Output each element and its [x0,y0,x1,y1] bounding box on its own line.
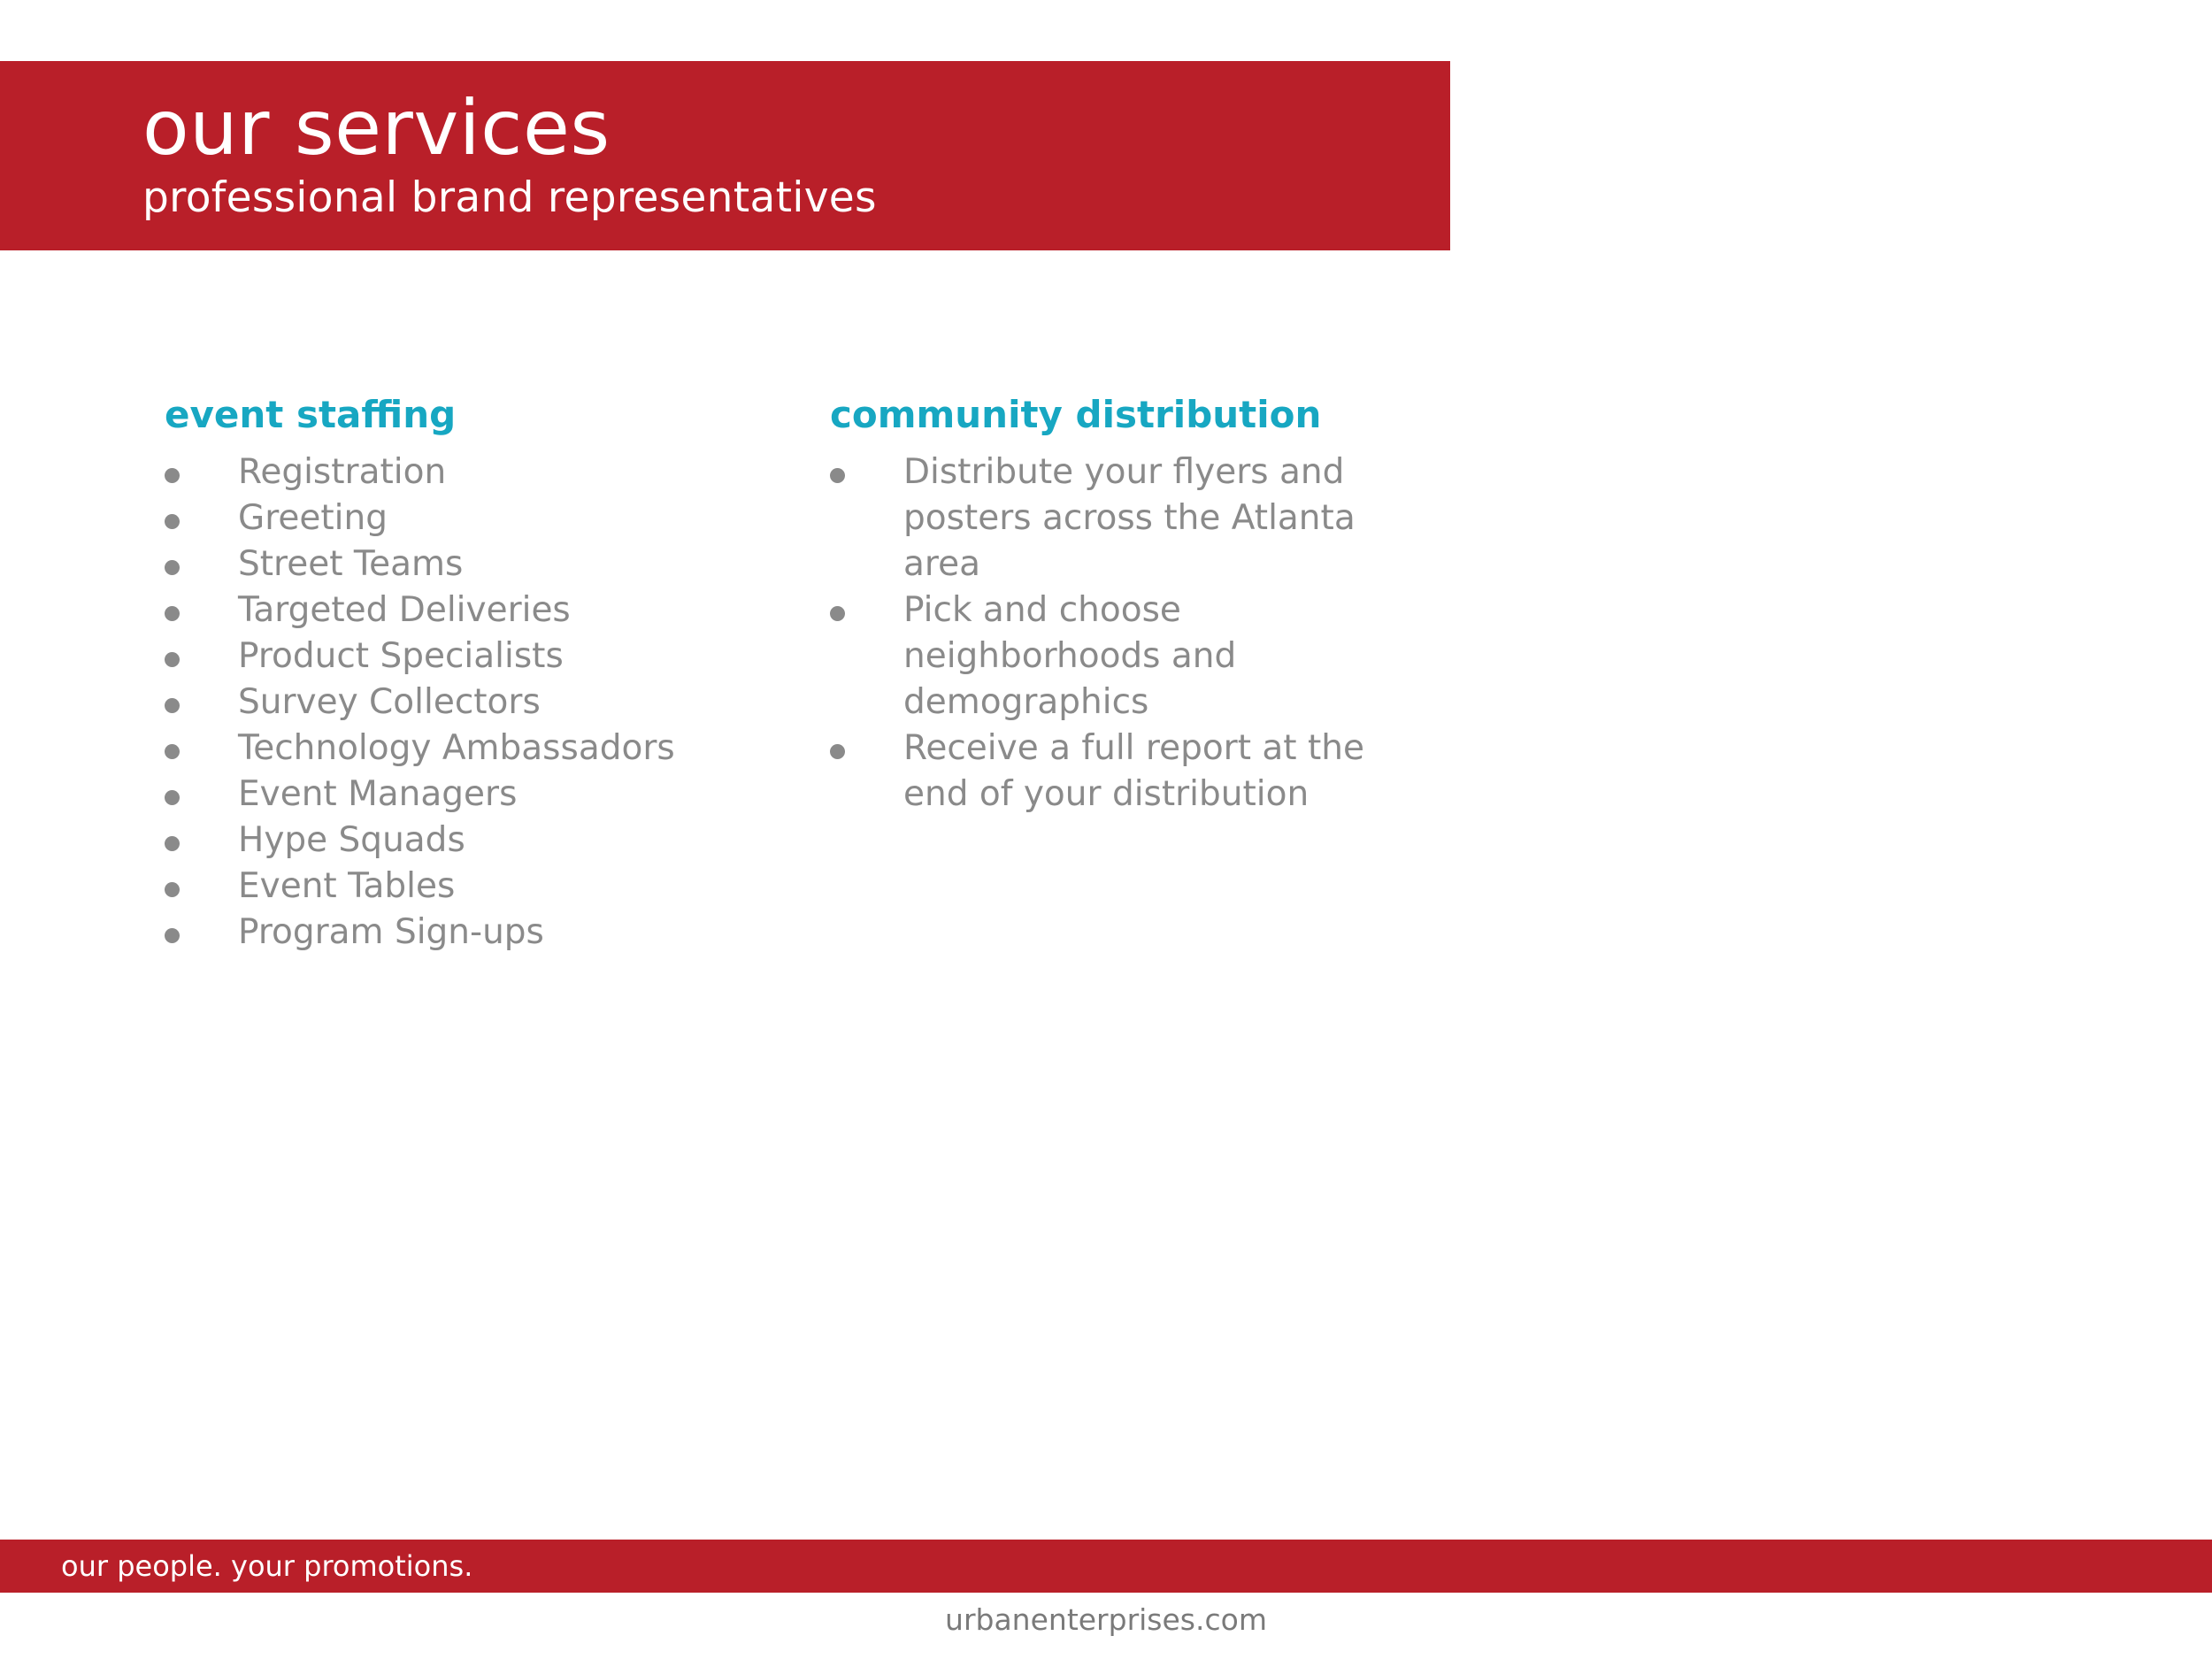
event-staffing-column [165,391,784,956]
list-item-text: Street Teams [238,544,464,584]
footer-website-url: urbanenterprises.com [945,1602,1267,1637]
list-item [165,772,784,818]
footer-tagline: our people. your promotions. [61,1549,473,1583]
bullet-icon [165,514,180,529]
list-item-text: Distribute your flyers and posters across the Atlanta area [903,452,1356,584]
bullet-icon [165,790,180,805]
list-item [830,726,1381,818]
bullet-icon [165,836,180,851]
community-distribution-column [830,391,1449,818]
section-heading: event staffing [165,393,457,436]
list-item-text: Targeted Deliveries [238,590,571,630]
event-staffing-list [165,449,784,956]
bullet-icon [165,652,180,667]
list-item-text: Technology Ambassadors [238,728,675,768]
community-distribution-list [830,449,1449,818]
list-item [165,818,784,864]
list-item-text: Registration [238,452,447,492]
section-heading: community distribution [830,393,1322,436]
list-item [165,588,784,634]
list-item [830,449,1381,588]
bullet-icon [165,744,180,759]
bullet-icon [830,606,845,621]
page-title: our services [142,84,611,173]
list-item [165,910,784,956]
bullet-icon [165,698,180,713]
list-item [830,588,1381,726]
list-item [165,449,784,495]
page-subtitle: professional brand representatives [142,173,877,222]
list-item [165,541,784,588]
bullet-icon [165,560,180,575]
bullet-icon [165,882,180,897]
list-item [165,495,784,541]
list-item [165,726,784,772]
bullet-icon [165,468,180,483]
list-item-text: Greeting [238,498,388,538]
list-item-text: Program Sign-ups [238,912,544,952]
bullet-icon [165,606,180,621]
list-item-text: Event Managers [238,774,518,814]
list-item [165,680,784,726]
list-item [165,634,784,680]
list-item [165,864,784,910]
bullet-icon [830,468,845,483]
list-item-text: Hype Squads [238,820,465,860]
list-item-text: Receive a full report at the end of your distribution [903,728,1364,814]
bullet-icon [165,928,180,943]
list-item-text: Event Tables [238,866,456,906]
list-item-text: Survey Collectors [238,682,541,722]
list-item-text: Product Specialists [238,636,564,676]
bullet-icon [830,744,845,759]
footer-banner [0,1540,2212,1593]
list-item-text: Pick and choose neighborhoods and demographics [903,590,1237,722]
